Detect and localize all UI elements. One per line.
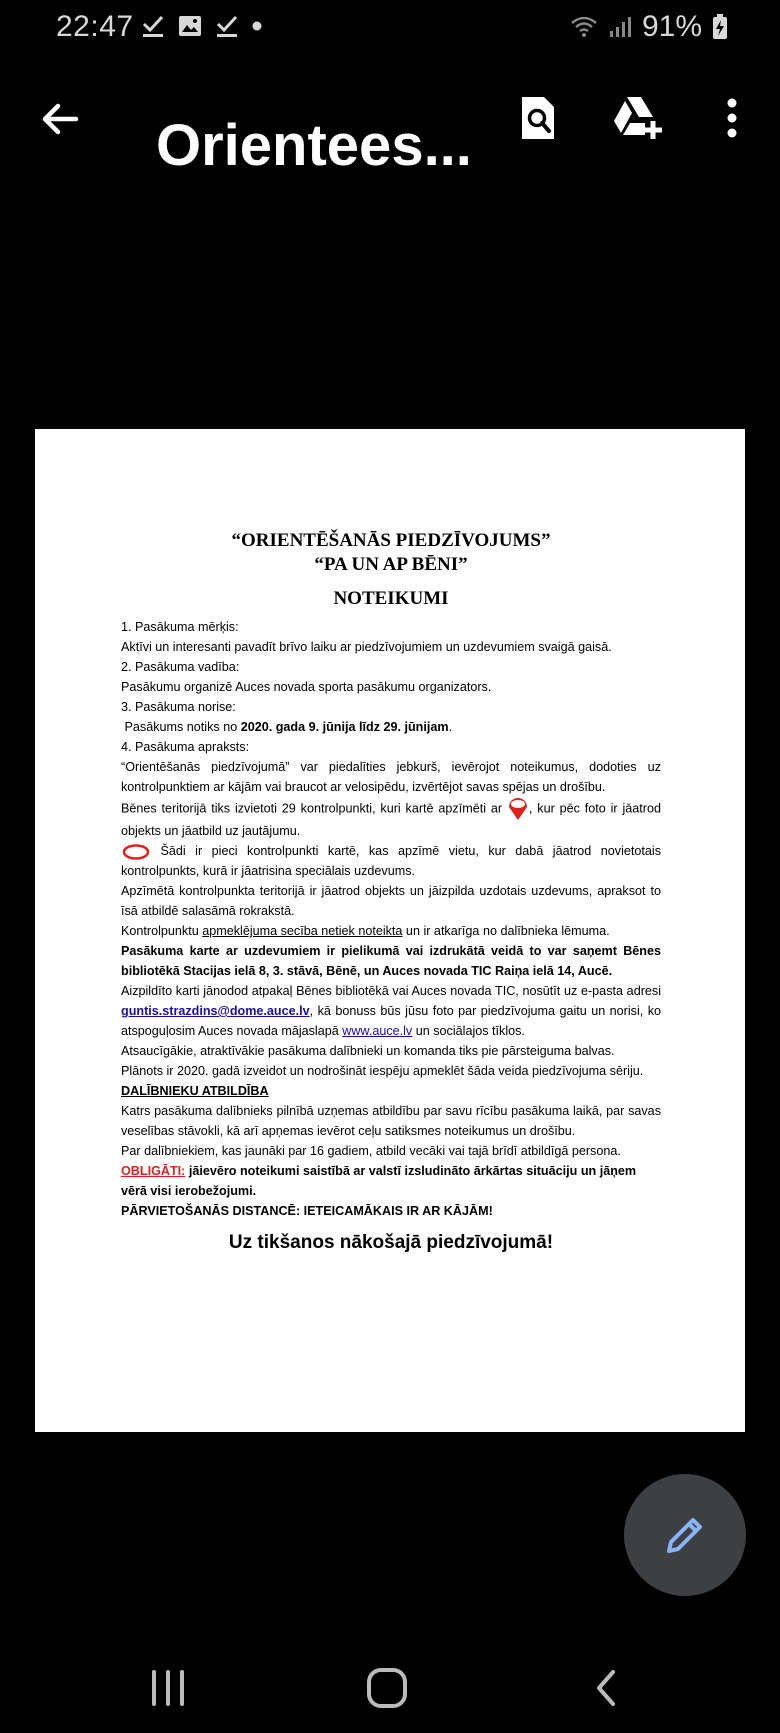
recent-apps-button[interactable] [138, 1658, 198, 1718]
paragraph [121, 797, 661, 841]
document-content [121, 529, 661, 1253]
section-title: 3. Pasākuma norise: [121, 700, 236, 714]
paragraph: Pasākuma karte ar uzdevumiem ir pielikumā vai izdrukātā veidā to var saņemt Bēnes bibliotēkā Stacijas ielā 8, 3. stāvā, Bēnē, un Auces novada TIC Raiņa ielā 14, Aucē. [121, 944, 661, 978]
app-bar [0, 70, 780, 180]
checkmark-notification-icon [216, 14, 238, 38]
back-nav-button[interactable] [576, 1658, 636, 1718]
section-text: Pasākumu organizē Auces novada sporta pasākumu organizators. [121, 680, 492, 694]
battery-level: 91% [641, 10, 702, 43]
doc-title-line2: “PA UN AP BĒNI” [314, 554, 468, 575]
text-span: Aizpildīto karti jānodod atpakaļ Bēnes bibliotēkā vai Auces novada TIC, nosūtīt uz e-pasta adresi [121, 984, 661, 998]
dot-notification-icon [252, 21, 262, 31]
section-title: 4. Pasākuma apraksts: [121, 740, 250, 754]
home-icon [365, 1666, 409, 1710]
text-span: un sociālajos tīklos. [412, 1024, 525, 1038]
event-dates: 2020. gada 9. jūnija līdz 29. jūnijam [240, 720, 449, 734]
dates-suffix: . [448, 720, 453, 734]
paragraph [121, 1161, 661, 1201]
checkmark-notification-icon [142, 14, 164, 38]
paragraph: Apzīmētā kontrolpunkta teritorijā ir jāatrod objekts un jāizpilda uzdotais uzdevums, apraksot to īsā atbildē salasāmā rokrakstā. [121, 884, 661, 918]
text-span: Kontrolpunktu [121, 924, 203, 938]
doc-title-line1: “ORIENTĒŠANĀS PIEDZĪVOJUMS” [231, 530, 551, 551]
email-link[interactable]: guntis.strazdins@dome.auce.lv [121, 1004, 310, 1018]
back-arrow-icon [36, 94, 86, 144]
paragraph [121, 921, 661, 941]
system-icons [570, 10, 728, 44]
section-title: DALĪBNIEKU ATBILDĪBA [121, 1084, 269, 1098]
edit-pencil-icon [663, 1513, 707, 1557]
ellipse-marker-icon [121, 843, 151, 861]
status-bar [0, 0, 780, 56]
paragraph [121, 841, 661, 881]
underlined-text: apmeklējuma secība netiek noteikta [202, 924, 403, 938]
recent-apps-icon [148, 1668, 188, 1708]
closing-line: Uz tikšanos nākošajā piedzīvojumā! [228, 1232, 554, 1253]
section-text: Aktīvi un interesanti pavadīt brīvo laiku ar piedzīvojumiem un uzdevumiem svaigā gaisā. [121, 640, 612, 654]
paragraph: “Orientēšanās piedzīvojumā” var piedalīties jebkurš, ievērojot noteikumus, dodoties uz kontrolpunktiem ar kājām vai braucot ar velosipēdu, izvērtējot savas spējas un drošību. [121, 760, 661, 794]
text-span: Bēnes teritorijā tiks izvietoti 29 kontrolpunkti, kuri kartē apzīmēti ar [121, 801, 507, 816]
add-to-drive-button[interactable] [612, 90, 668, 146]
document-title: Orientees... [156, 113, 472, 178]
text-span: , kā bonuss būs jūsu foto par piedzīvojuma gaitu un norisi, ko atspoguļosim Auces novada mājaslapā [121, 1004, 661, 1038]
text-span: jāievēro noteikumi saistībā ar valstī izsludināto ārkārtas situāciju un jāņem vērā visi ierobežojumi. [121, 1164, 637, 1198]
paragraph [121, 981, 661, 1041]
back-chevron-icon [591, 1668, 621, 1708]
signal-icon [608, 15, 632, 39]
section-text [121, 717, 661, 737]
doc-heading: NOTEIKUMI [333, 588, 449, 609]
battery-charging-icon [712, 14, 728, 40]
status-time: 22:47 [56, 10, 134, 43]
map-pin-icon [507, 797, 529, 821]
wifi-icon [570, 15, 598, 39]
more-vert-icon [726, 98, 738, 138]
paragraph: PĀRVIETOŠANĀS DISTANCĒ: IETEICAMĀKAIS IR AR KĀJĀM! [121, 1204, 493, 1218]
find-in-page-icon [518, 95, 558, 141]
add-to-drive-icon [613, 95, 667, 141]
paragraph: Plānots ir 2020. gadā izveidot un nodrošināt iespēju apmeklēt šāda veida piedzīvojuma sēriju. [121, 1064, 644, 1078]
dates-prefix: Pasākums notiks no [124, 720, 241, 734]
section-title: 2. Pasākuma vadība: [121, 660, 240, 674]
mandatory-label: OBLIGĀTI: [121, 1164, 186, 1178]
system-nav-bar [0, 1640, 780, 1733]
more-options-button[interactable] [704, 90, 760, 146]
home-button[interactable] [357, 1658, 417, 1718]
website-link[interactable]: www.auce.lv [342, 1024, 413, 1038]
paragraph: Par dalībniekiem, kas jaunāki par 16 gadiem, atbild vecāki vai tajā brīdī atbildīgā persona. [121, 1144, 621, 1158]
pdf-page[interactable] [35, 429, 745, 1432]
find-in-page-button[interactable] [510, 90, 566, 146]
text-span: Šādi ir pieci kontrolpunkti kartē, kas apzīmē vietu, kur dabā jāatrod novietotais kontrolpunkts, kurā ir jāatrisina speciālais uzdevums. [121, 844, 661, 878]
image-notification-icon [178, 15, 202, 37]
text-span: , kur pēc foto ir jāatrod objekts un jāatbild uz jautājumu. [121, 801, 661, 838]
paragraph: Katrs pasākuma dalībnieks pilnībā uzņemas atbildību par savu rīcību pasākuma laikā, par savas veselības stāvokli, kā arī apņemas ievērot ceļu satiksmes noteikumus un drošību. [121, 1104, 661, 1138]
section-title: 1. Pasākuma mērķis: [121, 620, 239, 634]
paragraph: Atsaucīgākie, atraktīvākie pasākuma dalībnieki un komanda tiks pie pārsteiguma balvas. [121, 1044, 615, 1058]
notification-icons [142, 14, 262, 38]
edit-button[interactable] [624, 1474, 746, 1596]
back-button[interactable] [36, 94, 86, 144]
text-span: un ir atkarīga no dalībnieka lēmuma. [402, 924, 610, 938]
